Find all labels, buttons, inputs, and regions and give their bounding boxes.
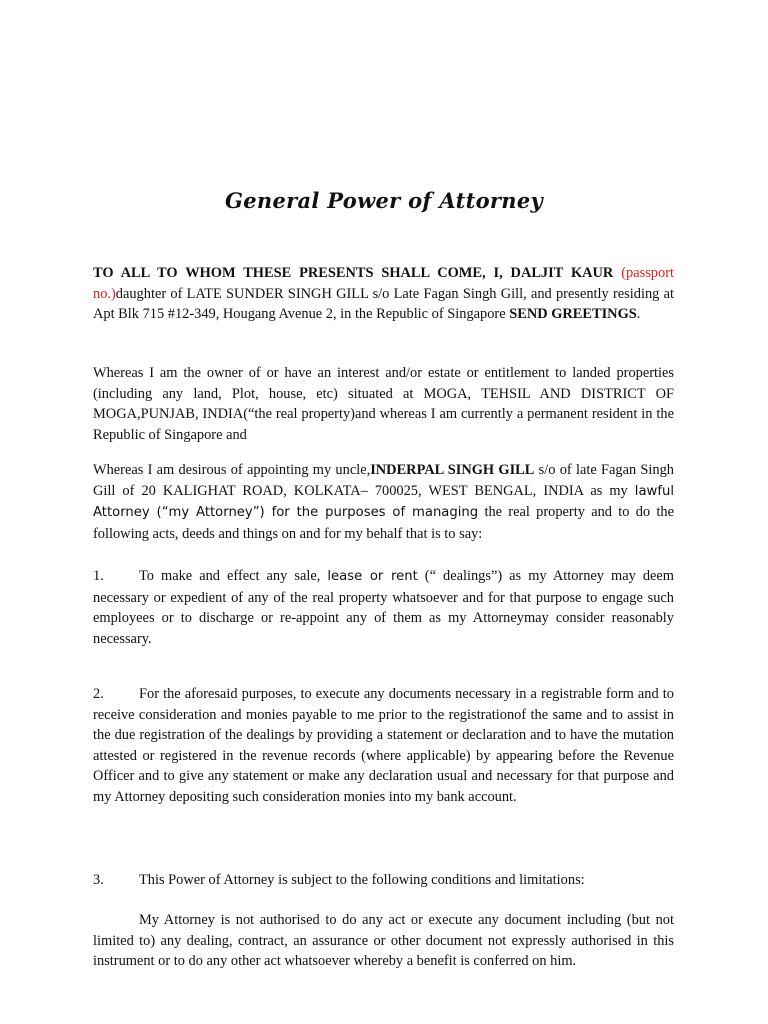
- opening-end: .: [636, 306, 641, 322]
- clause-1-text-b: (“ dealings”) as my Attorney may deem necessary or expedient of any of the real property whatsoever and for that purpose to engage such employees or to discharge or re-appoint any of them as my Attorneymay consider reasonably necessary.: [93, 568, 674, 647]
- clause-1-number: 1.: [93, 568, 104, 584]
- send-greetings: SEND GREETINGS: [509, 306, 637, 322]
- appointment-end: the real property and to do the following acts, deeds and things on and for my behalf that is to say:: [93, 504, 674, 542]
- clause-2: [93, 684, 674, 807]
- limitation-text: My Attorney is not authorised to do any act or execute any document including (but not limited to) any dealing, contract, an assurance or other document not expressly authorised in this instrument or to do any other act whatsoever whereby a benefit is conferred on him.: [93, 912, 674, 969]
- appointment-paragraph: [93, 460, 674, 544]
- document-title: General Power of Attorney: [224, 188, 543, 213]
- opening-text: daughter of LATE SUNDER SINGH GILL s/o Late Fagan Singh Gill, and presently residing at Apt Blk 715 #12-349, Hougang Avenue 2, in the Republic of Singapore: [93, 285, 674, 322]
- appointment-sans-run: lawful Attorney (“my Attorney”) for the purposes of managing: [93, 483, 674, 520]
- ownership-paragraph: Whereas I am the owner of or have an interest and/or estate or entitlement to landed properties (including any land, Plot, house, etc) situated at MOGA, TEHSIL AND DISTRICT OF MOGA,PUNJAB, INDIA(“the real property)and whereas I am currently a permanent resident in the Republic of Singapore and: [93, 365, 674, 443]
- appointment-start: Whereas I am desirous of appointing my uncle,: [93, 462, 371, 478]
- clause-3-number: 3.: [93, 872, 104, 888]
- clause-3: [93, 870, 674, 891]
- clause-2-text: For the aforesaid purposes, to execute any documents necessary in a registrable form and to receive consideration and monies payable to me prior to the registrationof the same and to assist in the due registration of the dealings by providing a statement or declaration and to have the mutation attested or registered in the revenue records (where applicable) by appearing before the Revenue Officer and to give any statement or make any declaration usual and necessary for that purpose and my Attorney depositing such consideration monies into my bank account.: [93, 686, 674, 805]
- attorney-name: INDERPAL SINGH GILL: [370, 462, 535, 478]
- clause-3-text: This Power of Attorney is subject to the following conditions and limitations:: [139, 872, 585, 888]
- clause-1-text-a: To make and effect any sale,: [139, 568, 328, 584]
- opening-paragraph: [93, 263, 674, 325]
- clause-1: [93, 566, 674, 649]
- passport-note: (passport no.): [93, 265, 674, 302]
- opening-lead: TO ALL TO WHOM THESE PRESENTS SHALL COME, I, DALJIT KAUR: [93, 265, 614, 281]
- limitation-paragraph: [93, 910, 674, 972]
- clause-2-number: 2.: [93, 686, 104, 702]
- clause-1-sans-run: lease or rent: [327, 569, 418, 584]
- appointment-middle: s/o of late Fagan Singh Gill of 20 KALIGHAT ROAD, KOLKATA– 700025, WEST BENGAL, INDIA as my: [93, 462, 675, 499]
